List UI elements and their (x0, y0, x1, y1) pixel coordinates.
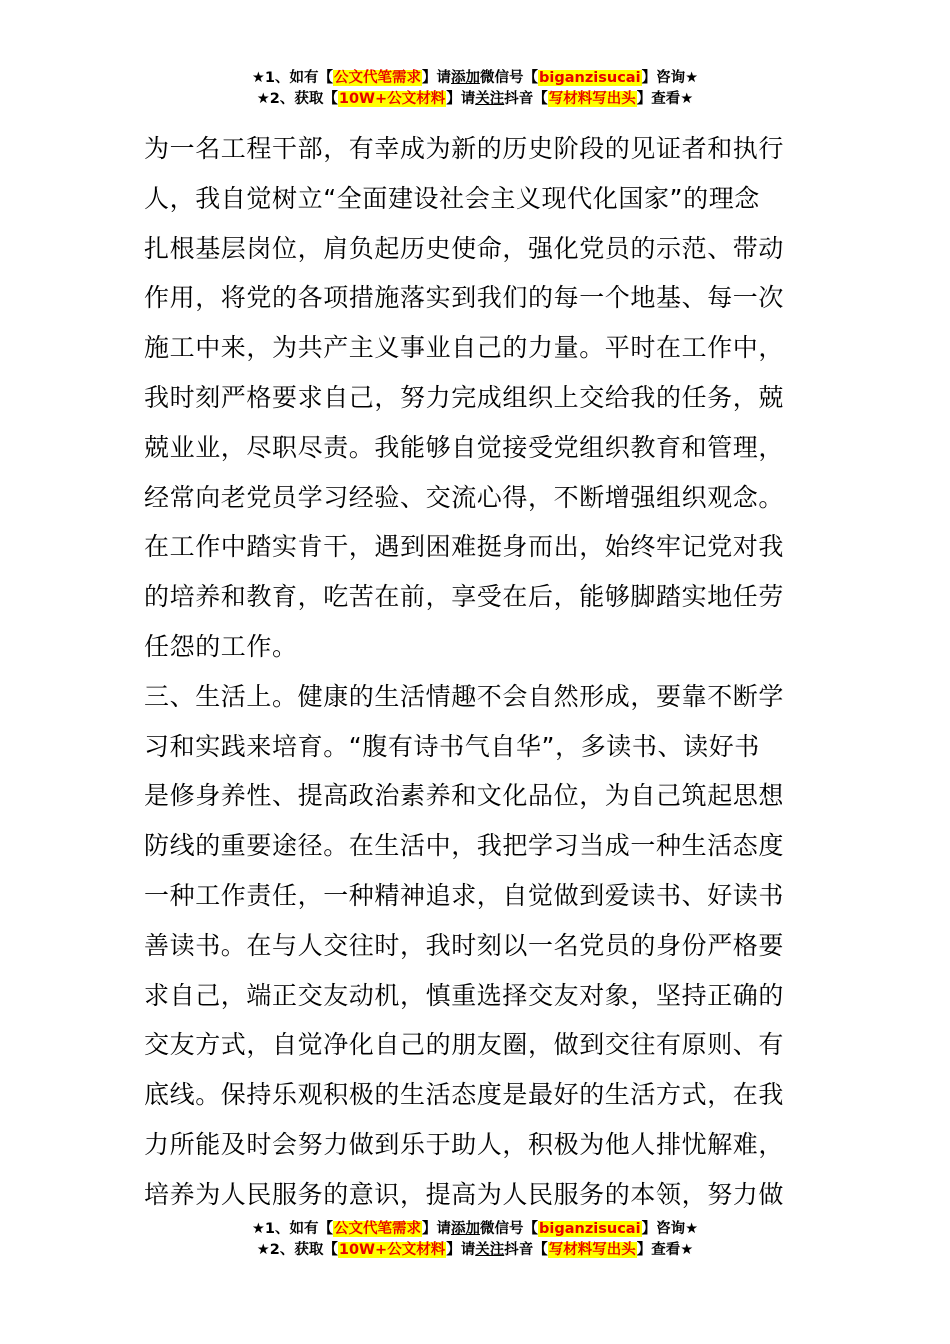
banner-text: ★2、获取【 (256, 1242, 338, 1258)
emphasis-text: 关注 (475, 1242, 505, 1258)
body-line: 一种工作责任，一种精神追求，自觉做到爱读书、好读书 (144, 880, 785, 910)
body-line: 善读书。在与人交往时，我时刻以一名党员的身份严格要 (144, 930, 785, 960)
body-line: 经常向老党员学习经验、交流心得，不断增强组织观念。 (144, 482, 785, 512)
highlight-text: 公文代笔需求 (334, 1221, 422, 1237)
banner-text: 微信号【 (480, 70, 539, 86)
body-line: 的培养和教育，吃苦在前，享受在后，能够脚踏实地任劳 (144, 582, 785, 612)
banner-text: 】查看★ (636, 91, 694, 107)
body-line: 兢业业，尽职尽责。我能够自觉接受党组织教育和管理， (144, 432, 785, 462)
highlight-text: 公文代笔需求 (334, 70, 422, 86)
body-line: 施工中来，为共产主义事业自己的力量。平时在工作中， (144, 333, 785, 363)
body-line: 底线。保持乐观积极的生活态度是最好的生活方式，在我 (144, 1080, 785, 1110)
banner-text: ★1、如有【 (251, 70, 334, 86)
body-line: 在工作中踏实肯干，遇到困难挺身而出，始终牢记党对我 (144, 532, 785, 562)
body-line: 我时刻严格要求自己，努力完成组织上交给我的任务，兢 (144, 382, 785, 412)
section-heading-line: 三、生活上。健康的生活情趣不会自然形成，要靠不断学 (144, 681, 785, 711)
banner-text: 抖音【 (504, 1242, 548, 1258)
body-line: 求自己，端正交友动机，慎重选择交友对象，坚持正确的 (144, 980, 785, 1010)
banner-text: 】请 (446, 91, 476, 107)
body-line: 力所能及时会努力做到乐于助人，积极为他人排忧解难， (144, 1129, 785, 1159)
banner-text: 】请 (446, 1242, 476, 1258)
highlight-text: biganzisucai (539, 70, 641, 86)
banner-text: 】咨询★ (641, 1221, 699, 1237)
banner-text: 】请 (422, 70, 452, 86)
emphasis-text: 添加 (451, 70, 481, 86)
highlight-text: 10W+公文材料 (338, 1242, 446, 1258)
body-line: 是修身养性、提高政治素养和文化品位，为自己筑起思想 (144, 781, 785, 811)
body-line: 扎根基层岗位，肩负起历史使命，强化党员的示范、带动 (144, 233, 785, 263)
emphasis-text: 关注 (475, 91, 505, 107)
banner-line-1 (0, 1219, 950, 1240)
banner-text: 抖音【 (504, 91, 548, 107)
banner-text: ★1、如有【 (251, 1221, 334, 1237)
body-line: 习和实践来培育。“腹有诗书气自华”，多读书、读好书 (144, 731, 760, 761)
body-line: 任怨的工作。 (144, 631, 298, 661)
banner-text: 】查看★ (636, 1242, 694, 1258)
banner-line-2 (0, 1240, 950, 1261)
banner-line-2 (0, 89, 950, 110)
body-line: 防线的重要途径。在生活中，我把学习当成一种生活态度 (144, 831, 785, 861)
highlight-text: 写材料写出头 (548, 91, 636, 107)
body-line: 交友方式，自觉净化自己的朋友圈，做到交往有原则、有 (144, 1030, 785, 1060)
body-line: 作用，将党的各项措施落实到我们的每一个地基、每一次 (144, 283, 785, 313)
banner-text: ★2、获取【 (256, 91, 338, 107)
body-line: 培养为人民服务的意识，提高为人民服务的本领，努力做 (144, 1179, 785, 1209)
emphasis-text: 添加 (451, 1221, 481, 1237)
footer-banner (0, 1219, 950, 1261)
banner-text: 微信号【 (480, 1221, 539, 1237)
highlight-text: biganzisucai (539, 1221, 641, 1237)
highlight-text: 写材料写出头 (548, 1242, 636, 1258)
banner-text: 】请 (422, 1221, 452, 1237)
body-line: 人，我自觉树立“全面建设社会主义现代化国家”的理念 (144, 183, 760, 213)
document-body (144, 124, 824, 1220)
body-line: 为一名工程干部，有幸成为新的历史阶段的见证者和执行 (144, 134, 785, 163)
header-banner (0, 68, 950, 110)
banner-text: 】咨询★ (641, 70, 699, 86)
highlight-text: 10W+公文材料 (338, 91, 446, 107)
banner-line-1 (0, 68, 950, 89)
